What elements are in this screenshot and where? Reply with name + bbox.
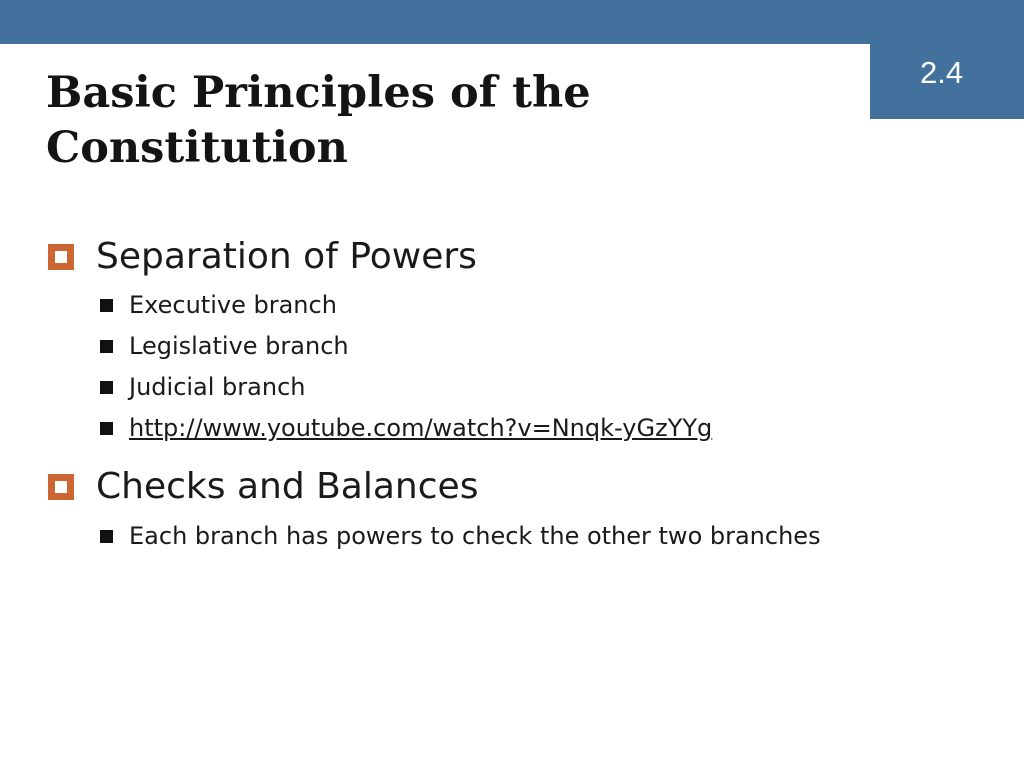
header-bar	[0, 0, 1024, 44]
hollow-square-bullet-icon	[48, 474, 74, 500]
bullet-text: Separation of Powers	[96, 236, 477, 277]
filled-square-bullet-icon	[100, 299, 113, 312]
slide-title	[46, 66, 846, 176]
bullet-text: Checks and Balances	[96, 466, 479, 507]
filled-square-bullet-icon	[100, 422, 113, 435]
youtube-link[interactable]: http://www.youtube.com/watch?v=Nnqk-yGzYYg	[129, 414, 713, 442]
bullet-checks-and-balances	[48, 465, 478, 509]
bullet-separation-of-powers	[48, 235, 477, 279]
sub-bullet-text: Each branch has powers to check the other two branches	[129, 522, 821, 550]
hollow-square-bullet-icon	[48, 244, 74, 270]
sub-bullet-text: Legislative branch	[129, 332, 349, 360]
slide-title-line-1: Basic Principles of the	[46, 68, 591, 118]
slide-title-line-2: Constitution	[46, 123, 348, 173]
sub-bullet-youtube-link	[100, 412, 712, 444]
section-number: 2.4	[920, 55, 964, 90]
sub-bullet-executive-branch	[100, 289, 337, 321]
sub-bullet-text: Judicial branch	[129, 373, 306, 401]
sub-bullet-legislative-branch	[100, 330, 349, 362]
filled-square-bullet-icon	[100, 340, 113, 353]
sub-bullet-each-branch	[100, 520, 821, 552]
sub-bullet-text: Executive branch	[129, 291, 337, 319]
sub-bullet-judicial-branch	[100, 371, 305, 403]
filled-square-bullet-icon	[100, 381, 113, 394]
filled-square-bullet-icon	[100, 530, 113, 543]
